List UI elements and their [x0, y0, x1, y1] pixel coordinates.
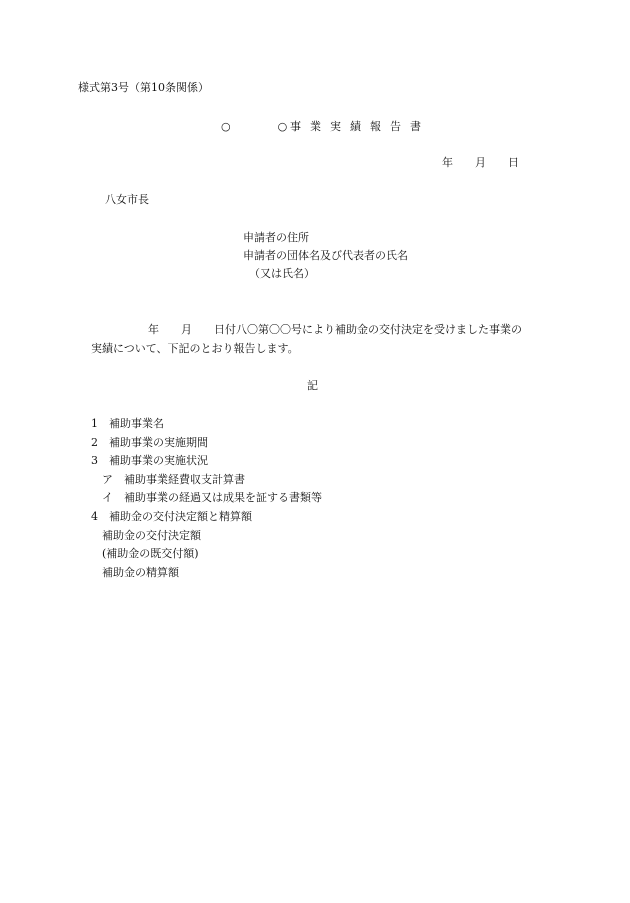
- list-item: 2 補助事業の実施期間: [91, 436, 208, 449]
- addressee: 八女市長: [105, 193, 149, 206]
- body-text-line-2: 実績について、下記のとおり報告します。: [91, 342, 299, 355]
- list-item: 補助金の精算額: [91, 566, 179, 579]
- form-number-label: 様式第3号（第10条関係）: [78, 81, 209, 94]
- list-item: 4 補助金の交付決定額と精算額: [91, 510, 252, 523]
- applicant-name-label: 申請者の団体名及び代表者の氏名: [243, 249, 408, 262]
- applicant-alt-name-label: （又は氏名）: [249, 267, 315, 280]
- body-text-line-1: 年 月 日付八〇第〇〇号により補助金の交付決定を受けました事業の: [148, 323, 522, 336]
- list-item: ア 補助事業経費収支計算書: [91, 473, 245, 486]
- list-item: (補助金の既交付額): [91, 547, 199, 560]
- list-item: イ 補助事業の経過又は成果を証する書類等: [91, 491, 322, 504]
- list-item: 補助金の交付決定額: [91, 529, 201, 542]
- document-title: 事業実績報告書: [290, 120, 430, 133]
- ki-heading: 記: [307, 379, 318, 392]
- list-item: 1 補助事業名: [91, 417, 164, 430]
- list-item: 3 補助事業の実施状況: [91, 454, 208, 467]
- applicant-address-label: 申請者の住所: [243, 231, 309, 244]
- title-placeholder-circles: ○ ○: [221, 120, 306, 133]
- date-line: 年 月 日: [442, 156, 519, 169]
